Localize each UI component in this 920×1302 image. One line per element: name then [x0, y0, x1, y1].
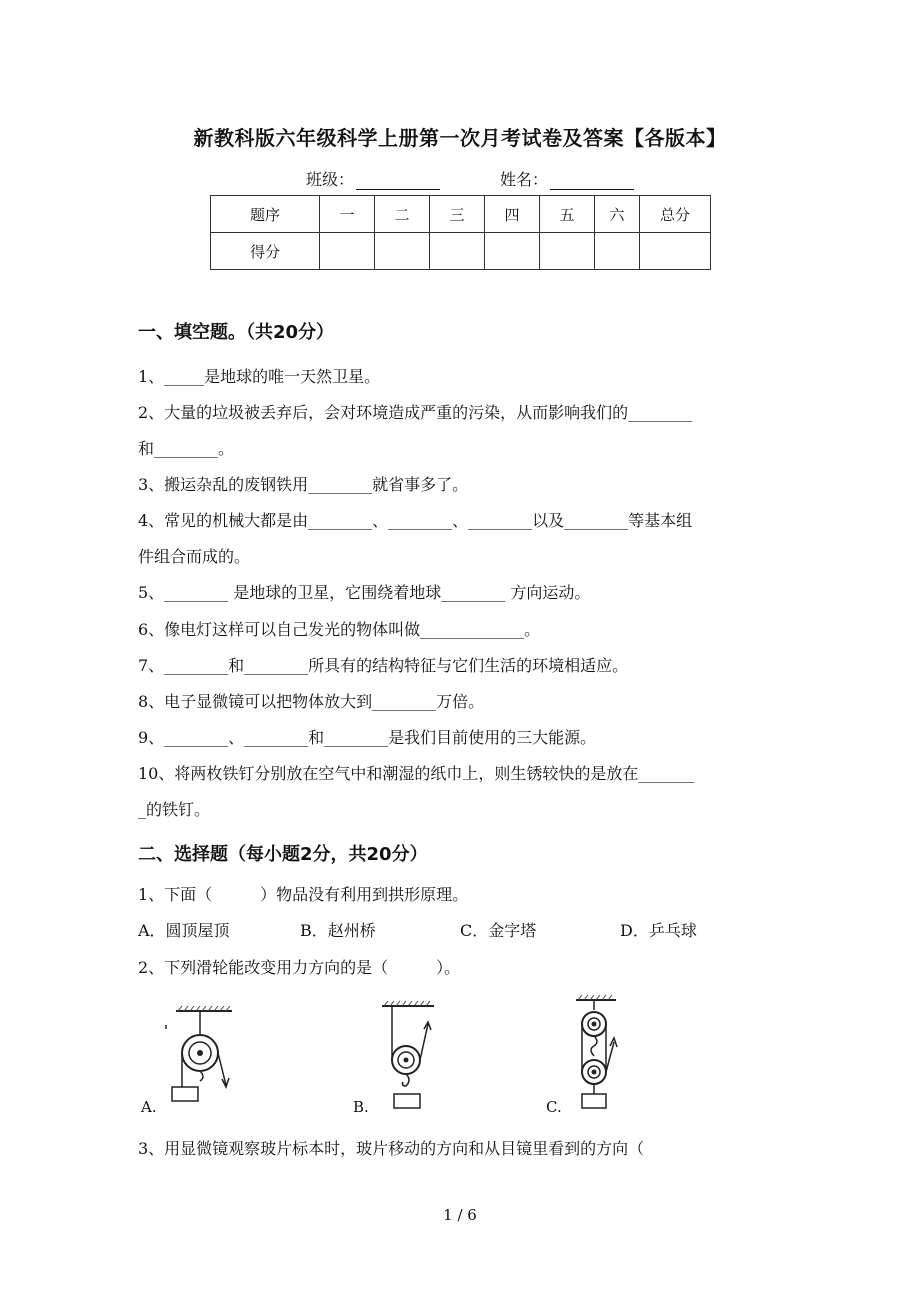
question-line: 件组合而成的。 [138, 547, 251, 566]
question-line: 7、________和________所具有的结构特征与它们生活的环境相适应。 [138, 656, 629, 675]
score-cell[interactable] [540, 233, 595, 270]
question-line: 3、搬运杂乱的废钢铁用________就省事多了。 [138, 475, 469, 494]
table-cell: 得分 [211, 233, 320, 270]
name-label: 姓名： [500, 170, 549, 189]
table-cell: 总分 [640, 196, 711, 233]
section-heading: 二、选择题（每小题2分，共20分） [138, 844, 428, 865]
option-b[interactable]: B．赵州桥 [300, 921, 376, 940]
name-blank[interactable] [550, 171, 634, 190]
table-cell: 一 [320, 196, 375, 233]
question-line: 1、_____是地球的唯一天然卫星。 [138, 367, 381, 386]
question-line: 2、大量的垃圾被丢弃后，会对环境造成严重的污染，从而影响我们的________ [138, 403, 693, 422]
score-table-row [211, 233, 711, 270]
question-line: _的铁钉。 [138, 800, 211, 819]
question-line: 3、用显微镜观察玻片标本时，玻片移动的方向和从目镜里看到的方向（ [138, 1139, 645, 1158]
class-blank[interactable] [356, 171, 440, 190]
page-number: 1 / 6 [443, 1206, 477, 1224]
question-line: 1、下面（ ）物品没有利用到拱形原理。 [138, 885, 469, 904]
score-table-header-row [211, 196, 711, 233]
table-cell: 六 [595, 196, 640, 233]
figure-label-a[interactable]: A. [141, 1098, 157, 1116]
question-line: 6、像电灯这样可以自己发光的物体叫做_____________。 [138, 620, 541, 639]
pulley-figure-b [376, 1000, 446, 1112]
question-line: 4、常见的机械大都是由________、________、________以及________等基本组 [138, 511, 693, 530]
table-cell: 四 [485, 196, 540, 233]
option-a[interactable]: A．圆顶屋顶 [138, 921, 230, 940]
figure-label-b[interactable]: B. [353, 1098, 369, 1116]
option-d[interactable]: D．乒乓球 [620, 921, 697, 940]
name-field [500, 167, 634, 190]
question-line: 和________。 [138, 439, 235, 458]
score-cell[interactable] [485, 233, 540, 270]
table-cell: 二 [375, 196, 430, 233]
score-cell[interactable] [320, 233, 375, 270]
score-cell[interactable] [375, 233, 430, 270]
pulley-figure-a [160, 1005, 240, 1105]
question-line: 8、电子显微镜可以把物体放大到________万倍。 [138, 692, 485, 711]
score-table [210, 195, 711, 270]
question-line: 10、将两枚铁钉分别放在空气中和潮湿的纸巾上，则生锈较快的是放在_______ [138, 764, 695, 783]
figure-label-c[interactable]: C. [546, 1098, 562, 1116]
score-cell[interactable] [640, 233, 711, 270]
class-label: 班级： [306, 170, 355, 189]
page-title: 新教科版六年级科学上册第一次月考试卷及答案【各版本】 [193, 126, 727, 150]
score-cell[interactable] [595, 233, 640, 270]
table-cell: 题序 [211, 196, 320, 233]
question-line: 5、________ 是地球的卫星，它围绕着地球________ 方向运动。 [138, 583, 591, 602]
class-field [306, 167, 440, 190]
question-line: 9、________、________和________是我们目前使用的三大能源。 [138, 728, 597, 747]
table-cell: 五 [540, 196, 595, 233]
pulley-figure-c [570, 994, 640, 1112]
section-heading: 一、填空题。（共20分） [138, 322, 335, 343]
table-cell: 三 [430, 196, 485, 233]
option-c[interactable]: C．金字塔 [460, 921, 537, 940]
question-line: 2、下列滑轮能改变用力方向的是（ ）。 [138, 958, 461, 977]
score-cell[interactable] [430, 233, 485, 270]
